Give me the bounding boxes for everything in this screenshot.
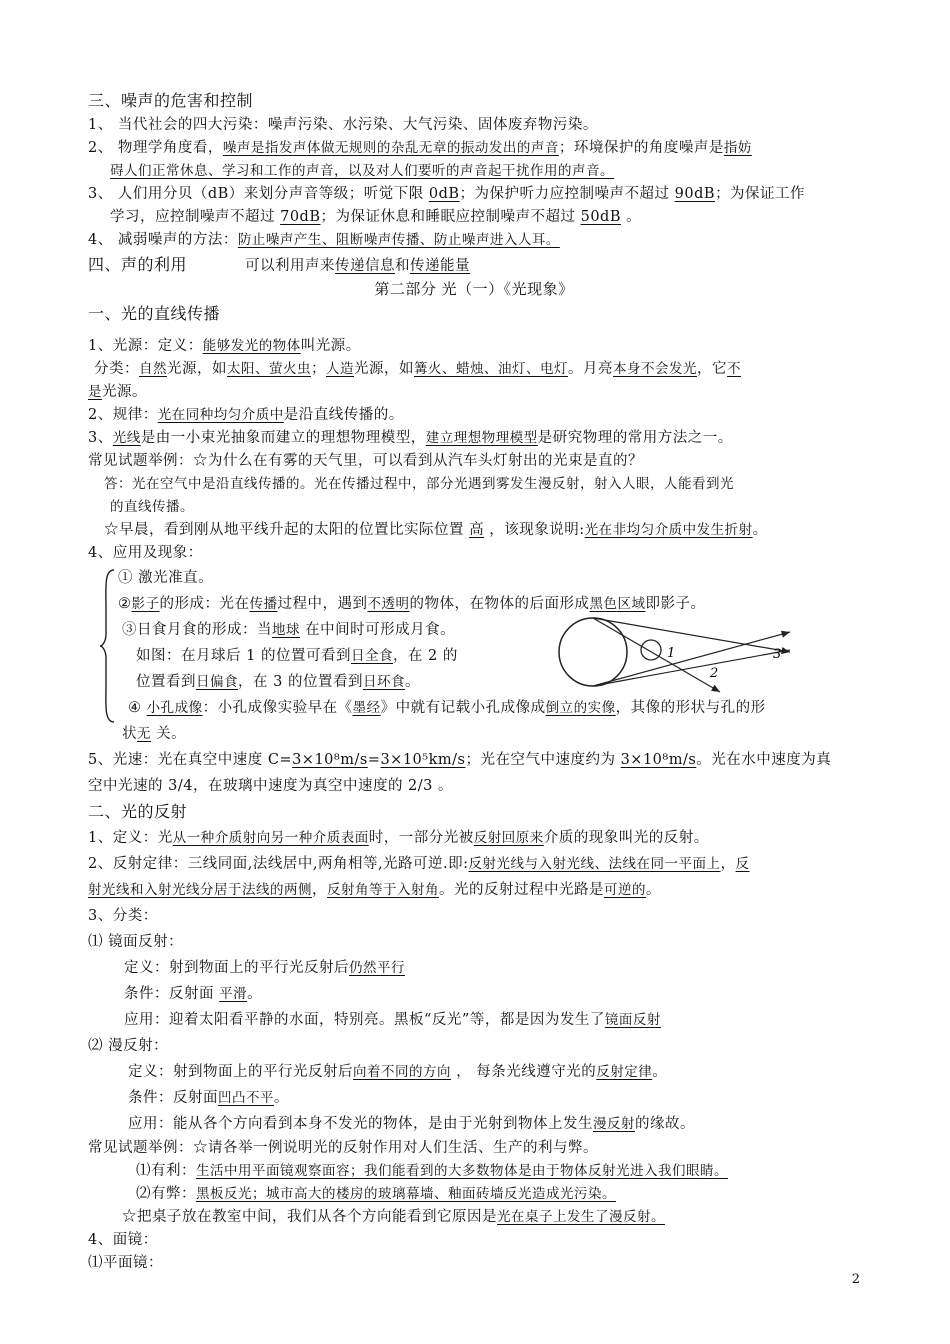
section-heading-reflection: 二、光的反射 xyxy=(88,802,188,821)
reflection-law-cont: 射光线和入射光线分居于法线的两侧，反射角等于入射角。光的反射过程中光路是可逆的。 xyxy=(88,882,661,898)
example-desk: ☆把桌子放在教室中间，我们从各个方向能看到它原因是光在桌子上发生了漫反射。 xyxy=(122,1209,665,1225)
reflection-def: 1、定义：光从一种介质射向另一种介质表面时，一部分光被反射回原来介质的现象叫光的反射。 xyxy=(88,830,709,846)
example-answer-fog-cont: 的直线传播。 xyxy=(110,499,194,515)
plane-mirror-heading: ⑴平面镜： xyxy=(88,1255,163,1271)
app-eclipse-fig-cont: 位置看到日偏食，在 3 的位置看到日环食。 xyxy=(136,674,420,690)
diffuse-app: 应用：能从各个方向看到本身不发光的物体，是由于光射到物体上发生漫反射的缘故。 xyxy=(128,1116,695,1132)
example-question-fog: 常见试题举例：☆为什么在有雾的天气里，可以看到从汽车头灯射出的光束是直的？ xyxy=(88,453,643,469)
ray-bottom-to-upper xyxy=(593,632,790,686)
diagram-label-3: 3 xyxy=(773,647,782,662)
section-heading-straight-light: 一、光的直线传播 xyxy=(88,304,221,323)
example-sunrise: ☆早晨，看到刚从地平线升起的太阳的位置比实际位置 高 ，该现象说明:光在非均匀介质中发生折射。 xyxy=(104,522,768,538)
diagram-label-2: 2 xyxy=(710,666,719,681)
app-pinhole-cont: 状无 关。 xyxy=(122,726,187,742)
mirror-cond: 条件：反射面 平滑。 xyxy=(124,986,263,1002)
noise-item-3: 3、 人们用分贝（dB）来划分声音等级；听觉下限 0dB；为保护听力应控制噪声不超过 90dB；为保证工作 xyxy=(88,186,806,202)
light-speed: 5、光速：光在真空中速度 C=3×10⁸m/s=3×10⁵km/s；光在空气中速度约为 3×10⁸m/s。光在水中速度为真 xyxy=(88,752,832,768)
moon-circle xyxy=(641,640,661,660)
example-question-reflection: 常见试题举例：☆请各举一例说明光的反射作用对人们生活、生产的利与弊。 xyxy=(88,1140,598,1156)
example-answer-fog: 答：光在空气中是沿直线传播的。光在传播过程中，部分光遇到雾发生漫反射，射入人眼，人能看到光 xyxy=(104,476,734,492)
diagram-label-1: 1 xyxy=(667,646,676,661)
light-source-class: 分类：自然光源，如太阳、萤火虫；人造光源，如篝火、蜡烛、油灯、电灯。月亮本身不会发光，它不 xyxy=(94,361,741,377)
eclipse-diagram xyxy=(555,605,795,695)
applications-brace xyxy=(100,568,116,724)
light-speed-cont: 空中光速的 3/4，在玻璃中速度为真空中速度的 2/3 。 xyxy=(88,778,453,794)
applications-heading: 4、应用及现象： xyxy=(88,545,203,561)
mirrors-heading: 4、面镜： xyxy=(88,1232,158,1248)
reflection-pro: ⑴有利：生活中用平面镜观察面容；我们能看到的大多数物体是由于物体反射光进入我们眼睛。 xyxy=(136,1163,728,1179)
part-title: 第二部分 光（一）《光现象》 xyxy=(374,280,574,298)
sun-circle xyxy=(559,618,627,686)
reflection-classes: 3、分类： xyxy=(88,908,158,924)
section-heading-sound-use: 四、声的利用 可以利用声来传递信息和传递能量 xyxy=(88,255,471,274)
page-number: 2 xyxy=(851,1272,860,1287)
mirror-reflection: ⑴ 镜面反射： xyxy=(88,934,184,950)
noise-item-1: 1、 当代社会的四大污染：噪声污染、水污染、大气污染、固体废弃物污染。 xyxy=(88,117,598,133)
noise-item-3-cont: 学习，应控制噪声不超过 70dB；为保证休息和睡眠应控制噪声不超过 50dB 。 xyxy=(110,209,642,225)
light-source-class-cont: 是光源。 xyxy=(88,384,147,400)
reflection-law: 2、反射定律：三线同面,法线居中,两角相等,光路可逆.即:反射光线与入射光线、法线在同一平面上，反 xyxy=(88,856,750,872)
diffuse-cond: 条件：反射面凹凸不平。 xyxy=(128,1090,289,1106)
mirror-app: 应用：迎着太阳看平静的水面，特别亮。黑板“反光”等，都是因为发生了镜面反射 xyxy=(124,1012,661,1028)
diffuse-reflection: ⑵ 漫反射： xyxy=(88,1038,169,1054)
noise-item-2-cont: 碍人们正常休息、学习和工作的声音，以及对人们要听的声音起干扰作用的声音。 xyxy=(110,163,614,179)
app-pinhole: ④ 小孔成像：小孔成像实验早在《墨经》中就有记载小孔成像成倒立的实像，其像的形状与孔的形 xyxy=(128,700,766,716)
light-source-def: 1、光源：定义：能够发光的物体叫光源。 xyxy=(88,338,361,354)
app-eclipse: ③日食月食的形成：当地球 在中间时可形成月食。 xyxy=(122,622,456,638)
diffuse-def: 定义：射到物面上的平行光反射后向着不同的方向 ， 每条光线遵守光的反射定律。 xyxy=(128,1064,668,1080)
noise-item-4: 4、 减弱噪声的方法：防止噪声产生、阻断噪声传播、防止噪声进入人耳。 xyxy=(88,232,560,248)
app-shadow: ②影子的形成：光在传播过程中，遇到不透明的物体，在物体的后面形成黑色区域即影子。 xyxy=(118,596,706,612)
noise-item-2: 2、 物理学角度看，噪声是指发声体做无规则的杂乱无章的振动发出的声音；环境保护的角度噪声是指妨 xyxy=(88,140,752,156)
reflection-con: ⑵有弊：黑板反光；城市高大的楼房的玻璃幕墙、釉面砖墙反光造成光污染。 xyxy=(136,1186,616,1202)
light-ray-model: 3、光线是由一小束光抽象而建立的理想物理模型，建立理想物理模型是研究物理的常用方法之一。 xyxy=(88,430,733,446)
mirror-def: 定义：射到物面上的平行光反射后仍然平行 xyxy=(124,960,405,976)
app-eclipse-fig: 如图：在月球后 1 的位置可看到日全食，在 2 的 xyxy=(136,648,458,664)
section-heading-noise: 三、噪声的危害和控制 xyxy=(88,91,254,110)
light-law: 2、规律：光在同种均匀介质中是沿直线传播的。 xyxy=(88,407,404,423)
app-laser: ① 激光准直。 xyxy=(118,570,214,586)
